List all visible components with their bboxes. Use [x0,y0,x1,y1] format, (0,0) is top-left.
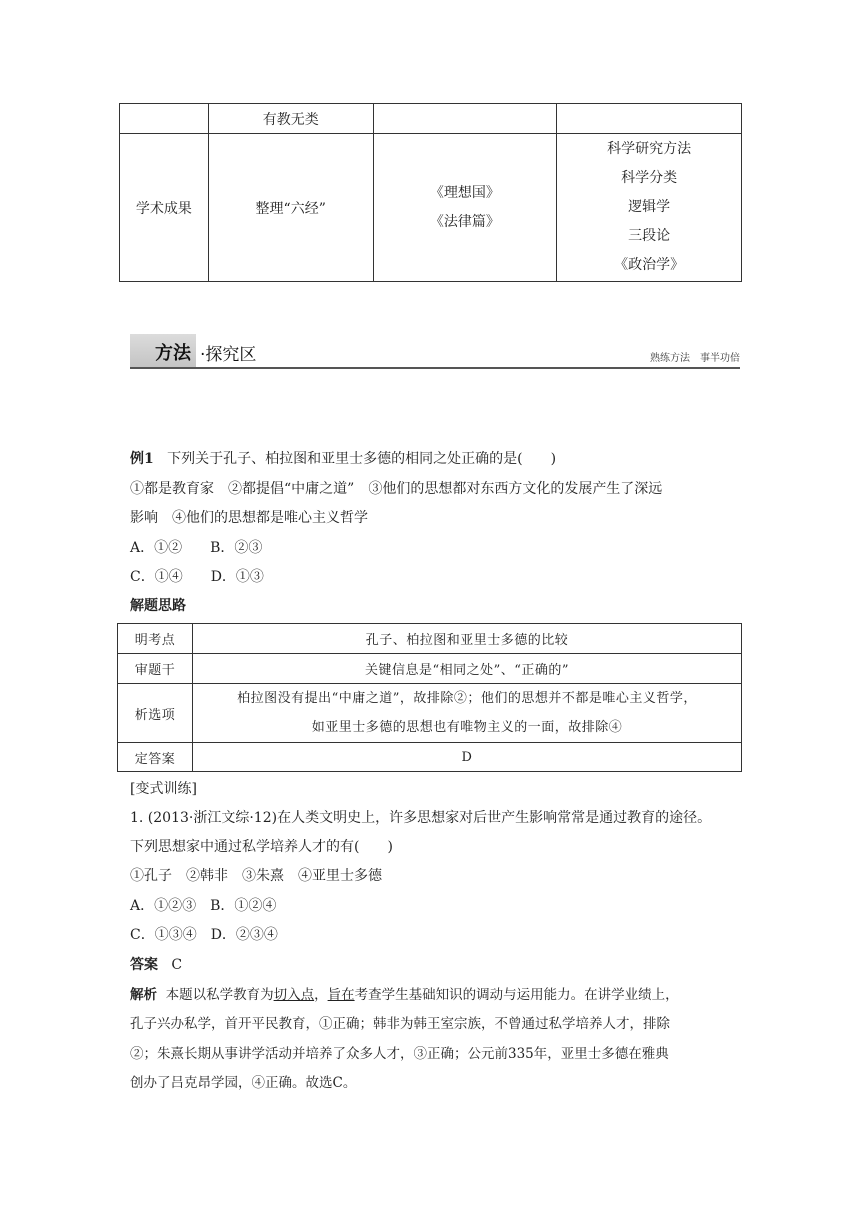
content-line: 如亚里士多德的思想也有唯物主义的一面，故排除④ [311,720,623,735]
table-cell [120,104,209,134]
example-question [130,448,556,468]
analysis-line [130,983,679,1003]
analysis-underlined: 切入点 [273,987,315,1003]
table-row [118,743,742,772]
answer-value: C [171,957,183,973]
row-content: D [193,743,742,772]
section-header [130,334,740,368]
aristotle-results [557,134,742,282]
table-row [118,624,742,654]
table-cell: 有教无类 [208,104,373,134]
section-tagline: 熟练方法 事半功倍 [650,353,740,364]
row-content: 孔子、柏拉图和亚里士多德的比较 [193,624,742,654]
example-statements-line: ①都是教育家 ②都提倡“中庸之道” ③他们的思想都对东西方文化的发展产生了深远 [130,481,663,497]
table-row [118,684,742,743]
confucius-results: 整理“六经” [208,134,373,282]
section-title: 方法 [155,343,191,364]
table-row [118,654,742,684]
solution-table [117,623,742,772]
section-divider [130,367,740,369]
row-content: 关键信息是“相同之处”、“正确的” [193,654,742,684]
row-head: 审题干 [118,654,193,684]
variant-answer [130,954,182,974]
variant-options-line: A．①②③ B．①②④ [130,898,277,914]
row-head: 析选项 [118,684,193,743]
variant-choices: ①孔子 ②韩非 ③朱熹 ④亚里士多德 [130,868,382,884]
row-head: 明考点 [118,624,193,654]
solution-heading: 解题思路 [130,598,186,614]
plato-work: 《法律篇》 [429,213,500,230]
analysis-label: 解析 [130,987,157,1003]
variant-question-line: 下列思想家中通过私学培养人才的有( ) [130,839,393,855]
analysis-line: ②；朱熹长期从事讲学活动并培养了众多人才，③正确；公元前335年，亚里士多德在雅典 [130,1046,669,1062]
analysis-line: 孔子兴办私学，首开平民教育，①正确；韩非为韩王室宗族，不曾通过私学培养人才，排除 [130,1016,670,1032]
content-line: 柏拉图没有提出“中庸之道”，故排除②；他们的思想并不都是唯心主义哲学， [237,691,697,706]
section-subtitle: ·探究区 [200,345,257,365]
table-row [120,104,742,134]
aristotle-item: 《政治学》 [614,257,685,273]
variant-options-line: C．①③④ D．②③④ [130,927,278,943]
variant-heading: [变式训练] [130,781,197,797]
analysis-line: 创办了吕克昂学园，④正确。故选C。 [130,1075,357,1091]
plato-work: 《理想国》 [429,184,500,201]
aristotle-item: 科学分类 [621,170,678,186]
analysis-text: 本题以私学教育为 [165,987,274,1003]
row-head: 定答案 [118,743,193,772]
example-options-line: A．①② B．②③ [130,540,263,556]
aristotle-item: 逻辑学 [628,199,671,215]
analysis-text: ， [314,987,328,1003]
table-cell [557,104,742,134]
aristotle-item: 三段论 [628,228,671,244]
example-label: 例1 [130,451,154,467]
example-options-line: C．①④ D．①③ [130,569,264,585]
row-content [193,684,742,743]
table-row [120,134,742,282]
row-label-academic-results: 学术成果 [120,134,209,282]
analysis-underlined: 旨在 [327,987,355,1003]
table-cell [373,104,557,134]
answer-label: 答案 [130,957,158,973]
aristotle-item: 科学研究方法 [607,141,692,157]
example-statements-line: 影响 ④他们的思想都是唯心主义哲学 [130,510,368,526]
comparison-table [119,103,742,282]
example-question-text: 下列关于孔子、柏拉图和亚里士多德的相同之处正确的是( ) [167,451,557,467]
analysis-text: 考查学生基础知识的调动与运用能力。在讲学业绩上， [354,987,679,1003]
variant-question-line: 1. (2013·浙江文综·12)在人类文明史上，许多思想家对后世产生影响常常是通过教育的途径。 [130,810,712,826]
plato-results [373,134,557,282]
